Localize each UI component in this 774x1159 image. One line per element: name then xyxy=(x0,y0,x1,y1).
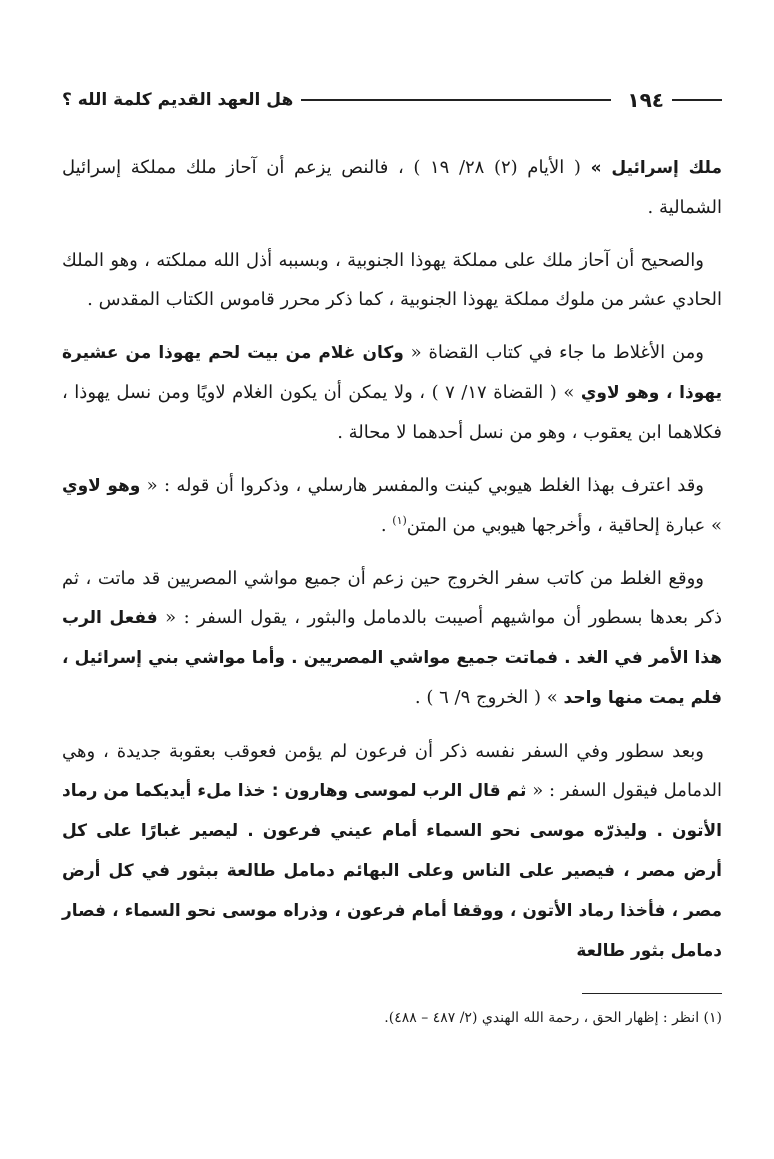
quote-text: ثم قال الرب لموسى وهارون : خذا ملء أيديكما من رماد الأتون . وليذرّه موسى نحو السماء أمام عيني فرعون . ليصير غبارًا على كل أرض مصر ، فيصير على الناس وعلى البهائم دمامل طالعة ببثور في كل أرض مصر ، فأخذا رماد الأتون ، ووقفا أمام فرعون ، وذراه موسى نحو السماء ، فصار دمامل بثور طالعة xyxy=(62,781,722,961)
footnote-mark: (١) xyxy=(392,514,407,527)
body-segment: وقد اعترف بهذا الغلط هيوبي كينت والمفسر هارسلي ، وذكروا أن قوله : « xyxy=(140,475,704,496)
paragraph xyxy=(62,241,722,319)
body-segment: والصحيح أن آحاز ملك على مملكة يهوذا الجنوبية ، وبسببه أذل الله مملكته ، وهو الملك الحادي عشر من ملوك مملكة يهوذا الجنوبية ، كما ذكر محرر قاموس الكتاب المقدس . xyxy=(62,250,722,310)
paragraph xyxy=(62,148,722,227)
body-text xyxy=(62,148,722,971)
page-number: ١٩٤ xyxy=(627,88,664,112)
book-page xyxy=(62,80,722,1030)
quote-text: وهو لاوي xyxy=(62,476,141,496)
body-segment: . xyxy=(380,515,393,536)
header-rule-short xyxy=(672,99,722,101)
quote-text: وكان غلام من بيت لحم يهوذا من عشيرة يهوذا ، وهو لاوي xyxy=(62,343,722,403)
quote-text: ملك إسرائيل » xyxy=(580,158,722,178)
paragraph xyxy=(62,732,722,971)
paragraph xyxy=(62,466,722,545)
quote-text: ففعل الرب هذا الأمر في الغد . فماتت جميع مواشي المصريين . وأما مواشي بني إسرائيل ، فلم يمت منها واحد xyxy=(62,608,722,708)
body-segment: » ( الخروج ٩/ ٦ ) . xyxy=(414,687,564,708)
running-header xyxy=(62,80,722,120)
body-segment: ( الأيام (٢) ٢٨/ ١٩ ) ، فالنص يزعم أن آحاز ملك مملكة إسرائيل الشمالية . xyxy=(62,157,722,218)
body-segment: وبعد سطور وفي السفر نفسه ذكر أن فرعون لم يؤمن فعوقب بعقوبة جديدة ، وهي الدمامل فيقول السفر : « xyxy=(62,741,722,801)
header-rule-long xyxy=(301,99,611,101)
paragraph xyxy=(62,333,722,452)
footnote: (١) انظر : إظهار الحق ، رحمة الله الهندي (٢/ ٤٨٧ – ٤٨٨). xyxy=(384,1010,722,1026)
body-segment: ووقع الغلط من كاتب سفر الخروج حين زعم أن جميع مواشي المصريين قد ماتت ، ثم ذكر بعدها بسطور أن مواشيهم أصيبت بالدمامل والبثور ، يقول السفر : « xyxy=(62,568,722,628)
paragraph xyxy=(62,559,722,718)
book-title: هل العهد القديم كلمة الله ؟ xyxy=(62,90,294,110)
body-segment: » ( القضاة ١٧/ ٧ ) ، ولا يمكن أن يكون الغلام لاويًا ومن نسل يهوذا ، فكلاهما ابن يعقوب ، وهو من نسل أحدهما لا محالة . xyxy=(62,382,722,443)
body-segment: » عبارة إلحاقية ، وأخرجها هيوبي من المتن xyxy=(406,515,722,536)
body-segment: ومن الأغلاط ما جاء في كتاب القضاة « xyxy=(403,342,704,363)
footnote-rule xyxy=(582,993,722,994)
